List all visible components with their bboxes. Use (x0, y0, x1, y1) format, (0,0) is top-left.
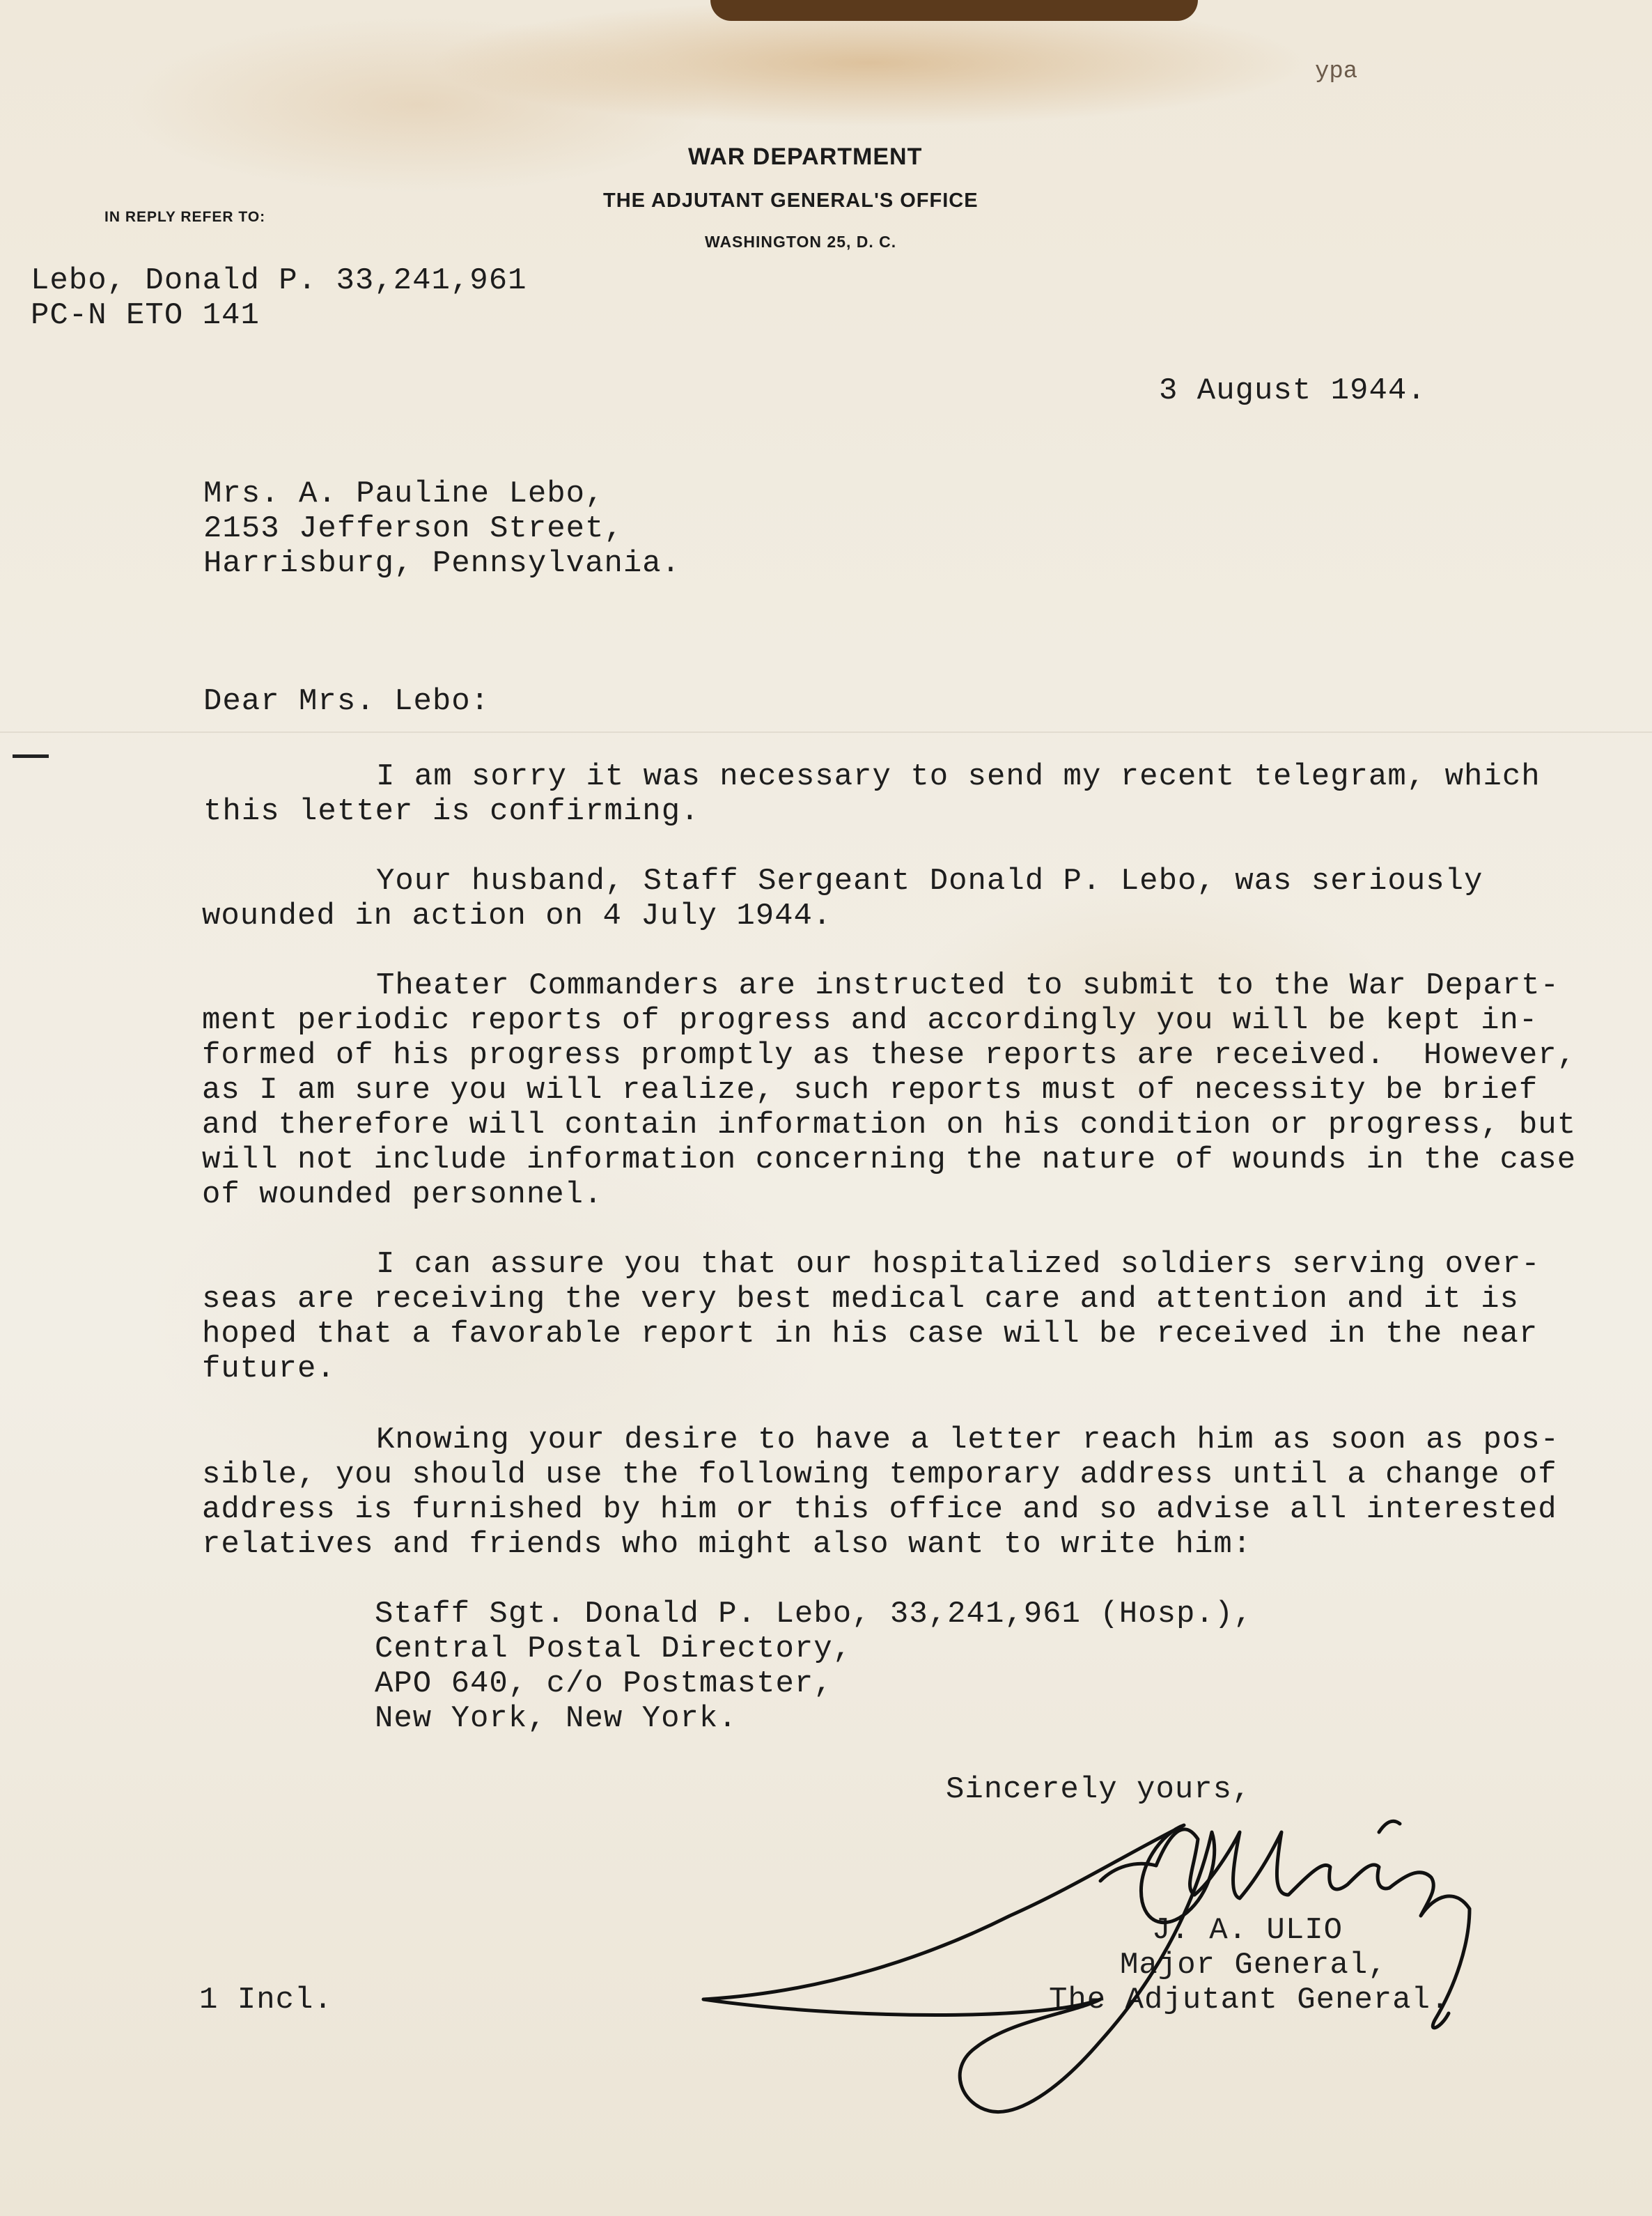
letterhead-location: WASHINGTON 25, D. C. (705, 233, 897, 251)
body-line: of wounded personnel. (202, 1177, 603, 1212)
addressee-line: Harrisburg, Pennsylvania. (203, 546, 681, 581)
body-line: formed of his progress promptly as these reports are received. However, (202, 1038, 1577, 1073)
salutation: Dear Mrs. Lebo: (203, 684, 490, 719)
soldier-address-line: Central Postal Directory, (375, 1632, 852, 1666)
reference-line: PC-N ETO 141 (31, 298, 260, 333)
body-line: ment periodic reports of progress and accordingly you will be kept in- (202, 1003, 1538, 1038)
letter-date: 3 August 1944. (1159, 373, 1426, 408)
body-line: sible, you should use the following temporary address until a change of (202, 1457, 1557, 1492)
body-line: Knowing your desire to have a letter reach him as soon as pos- (376, 1423, 1560, 1457)
letterhead-department: WAR DEPARTMENT (688, 144, 923, 170)
reference-line: Lebo, Donald P. 33,241,961 (31, 263, 527, 298)
signer-title: The Adjutant General. (1049, 1983, 1450, 2017)
fold-crease (0, 731, 1652, 733)
soldier-address-line: APO 640, c/o Postmaster, (375, 1666, 833, 1701)
enclosure-note: 1 Incl. (199, 1983, 333, 2017)
body-line: I am sorry it was necessary to send my recent telegram, which (376, 759, 1541, 794)
body-line: will not include information concerning the nature of wounds in the case (202, 1142, 1577, 1177)
body-line: relatives and friends who might also want to write him: (202, 1527, 1252, 1562)
body-line: this letter is confirming. (203, 794, 700, 829)
corner-note: ypa (1315, 59, 1358, 85)
soldier-address-line: New York, New York. (375, 1701, 738, 1736)
body-line: and therefore will contain information on his condition or progress, but (202, 1108, 1577, 1142)
margin-mark (13, 754, 49, 758)
body-line: Theater Commanders are instructed to submit to the War Depart- (376, 968, 1560, 1003)
reply-label: IN REPLY REFER TO: (104, 209, 266, 225)
body-line: Your husband, Staff Sergeant Donald P. Lebo, was seriously (376, 864, 1483, 899)
signer-name: J. A. ULIO (1152, 1913, 1343, 1948)
addressee-line: Mrs. A. Pauline Lebo, (203, 476, 605, 511)
body-line: address is furnished by him or this office and so advise all interested (202, 1492, 1557, 1527)
body-line: hoped that a favorable report in his case will be received in the near (202, 1317, 1538, 1351)
body-line: future. (202, 1351, 336, 1386)
letterhead-office: THE ADJUTANT GENERAL'S OFFICE (603, 189, 979, 212)
body-line: seas are receiving the very best medical care and attention and it is (202, 1282, 1519, 1317)
body-line: I can assure you that our hospitalized soldiers serving over- (376, 1247, 1541, 1282)
closing: Sincerely yours, (946, 1772, 1252, 1807)
signer-title: Major General, (1120, 1948, 1387, 1983)
body-line: wounded in action on 4 July 1944. (202, 899, 832, 933)
soldier-address-line: Staff Sgt. Donald P. Lebo, 33,241,961 (Hosp.), (375, 1597, 1253, 1632)
burned-edge (710, 0, 1198, 21)
body-line: as I am sure you will realize, such reports must of necessity be brief (202, 1073, 1538, 1108)
addressee-line: 2153 Jefferson Street, (203, 511, 623, 546)
handwritten-signature (683, 1790, 1546, 2139)
